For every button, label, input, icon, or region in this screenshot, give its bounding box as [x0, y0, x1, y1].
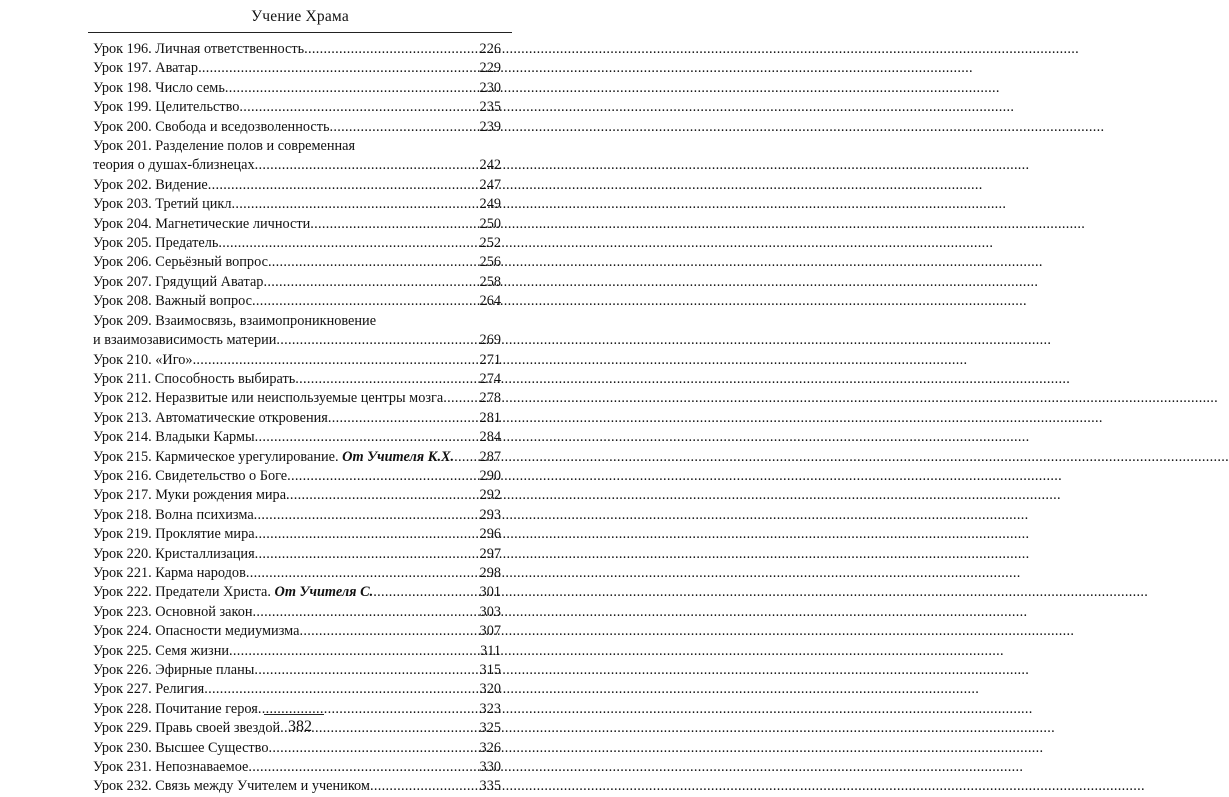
toc-entry	[93, 622, 501, 641]
dot-leader	[255, 525, 479, 544]
toc-entry-author: От Учителя К.Х.	[342, 448, 455, 465]
toc-entry-line	[93, 642, 501, 661]
toc-entry-title-text: Урок 210. «Иго»	[93, 351, 193, 368]
toc-entry-title	[93, 583, 373, 602]
toc-entry-title-text: Урок 227. Религия	[93, 681, 205, 698]
dot-leader	[304, 40, 478, 59]
toc-entry	[93, 195, 501, 214]
toc-entry-line	[93, 215, 501, 234]
toc-entry-title-text: Урок 230. Высшее Существо	[93, 739, 269, 756]
toc-entry-line	[93, 525, 501, 544]
toc-entry	[93, 525, 501, 544]
toc-entry-title	[93, 448, 454, 467]
toc-entry-line	[93, 292, 501, 311]
toc-entry-page-number: 269	[479, 332, 501, 349]
toc-entry-page-number: 298	[479, 564, 501, 581]
toc-entry-title-text: Урок 203. Третий цикл	[93, 196, 232, 213]
toc-entry	[93, 448, 501, 467]
dot-leader	[246, 564, 479, 583]
toc-entry-title-text: Урок 223. Основной закон	[93, 603, 253, 620]
toc-entry-title-text: Урок 225. Семя жизни	[93, 642, 230, 659]
toc-entry-title-text: Урок 215. Кармическое урегулирование.	[93, 448, 339, 465]
toc-entry-title	[93, 234, 218, 253]
dot-leader	[276, 331, 478, 350]
toc-entry-title	[93, 777, 370, 796]
dot-leader	[204, 680, 478, 699]
dot-leader	[252, 292, 479, 311]
toc-entry-page-number: 303	[479, 603, 501, 620]
toc-entry-line	[93, 195, 501, 214]
toc-entry-line	[93, 389, 501, 408]
toc-entry-line	[93, 680, 501, 699]
toc-entry-page-number: 247	[479, 176, 501, 193]
toc-entry-title	[93, 467, 287, 486]
toc-entry-line	[93, 59, 501, 78]
toc-entry	[93, 680, 501, 699]
toc-entry	[93, 564, 501, 583]
dot-leader	[198, 59, 478, 78]
dot-leader	[329, 118, 478, 137]
toc-entry-line	[93, 486, 501, 505]
dot-leader	[295, 370, 478, 389]
toc-entry	[93, 176, 501, 195]
toc-entry-title-text: Урок 196. Личная ответственность	[93, 41, 305, 57]
toc-entry	[93, 40, 501, 59]
toc-entry-line	[93, 331, 501, 350]
toc-entry	[93, 215, 501, 234]
toc-entry-page-number: 335	[479, 778, 501, 795]
toc-entry	[93, 292, 501, 311]
toc-entry-page-number: 230	[479, 79, 501, 96]
dot-leader	[253, 603, 479, 622]
toc-entry	[93, 137, 501, 176]
toc-entry-line	[93, 603, 501, 622]
dot-leader	[255, 156, 479, 175]
toc-entry	[93, 351, 501, 370]
toc-entry-title	[93, 40, 304, 59]
toc-entry-title-text: Урок 219. Проклятие мира	[93, 526, 255, 543]
toc-entry-page-number: 320	[479, 681, 501, 698]
dot-leader	[193, 351, 479, 370]
toc-entry-title-text: теория о душах-близнецах	[93, 157, 255, 174]
toc-entry-title-text: Урок 216. Свидетельство о Боге	[93, 467, 288, 484]
toc-entry-line	[93, 661, 501, 680]
dot-leader	[229, 642, 479, 661]
toc-entry-title	[93, 59, 198, 78]
toc-entry-title	[93, 409, 328, 428]
toc-entry-page-number: 278	[479, 390, 501, 407]
toc-entry-title-text: Урок 204. Магнетические личности	[93, 215, 311, 232]
toc-entry-title-text: Урок 207. Грядущий Аватар	[93, 273, 264, 290]
toc-entry-title	[93, 79, 225, 98]
toc-entry	[93, 642, 501, 661]
dot-leader	[225, 79, 479, 98]
toc-entry-title	[93, 428, 255, 447]
toc-entry-line	[93, 409, 501, 428]
dot-leader	[255, 428, 479, 447]
toc-entry-title-text: Урок 221. Карма народов	[93, 564, 246, 581]
toc-entry-page-number: 229	[479, 60, 501, 77]
toc-entry-title	[93, 700, 258, 719]
toc-entry-line	[93, 351, 501, 370]
toc-entry	[93, 389, 501, 408]
toc-entry-title	[93, 506, 254, 525]
toc-entry	[93, 428, 501, 447]
toc-entry-title	[93, 758, 248, 777]
toc-entry-title	[93, 253, 268, 272]
toc-entry-line	[93, 234, 501, 253]
toc-entry-title	[93, 642, 229, 661]
toc-entry-title	[93, 739, 268, 758]
toc-entry-page-number: 271	[479, 351, 501, 368]
toc-entry	[93, 59, 501, 78]
toc-entry-title-first-line: Урок 209. Взаимосвязь, взаимопроникновение	[93, 312, 377, 329]
toc-entry-title-text: Урок 200. Свобода и вседозволенность	[93, 118, 330, 135]
toc-entry-title	[93, 680, 204, 699]
toc-entry-line	[93, 583, 501, 602]
toc-entry-title	[93, 118, 329, 137]
toc-entry-page-number: 256	[479, 254, 501, 271]
toc-entry-line	[93, 448, 501, 467]
header-rule	[88, 32, 512, 33]
toc-entry-title-text: Урок 213. Автоматические откровения	[93, 409, 328, 426]
dot-leader	[268, 253, 479, 272]
toc-entry	[93, 98, 501, 117]
book-page	[0, 0, 600, 795]
running-head: Учение Храма	[251, 8, 349, 25]
toc-entry-line	[93, 273, 501, 292]
toc-entry-line	[93, 428, 501, 447]
toc-entry	[93, 583, 501, 602]
toc-entry-title-text: Урок 202. Видение	[93, 176, 208, 193]
toc-entry	[93, 234, 501, 253]
dot-leader	[370, 777, 479, 796]
toc-entry	[93, 273, 501, 292]
toc-entry-page-number: 252	[479, 235, 501, 252]
toc-entry	[93, 118, 501, 137]
toc-entry-page-number: 226	[479, 41, 501, 57]
toc-entry-line	[93, 777, 501, 796]
toc-entry-title-text: Урок 217. Муки рождения мира	[93, 487, 287, 504]
toc-entry-page-number: 274	[479, 370, 501, 387]
toc-entry-page-number: 287	[479, 448, 501, 465]
dot-leader	[328, 409, 479, 428]
toc-entry-line	[93, 700, 501, 719]
dot-leader	[454, 448, 478, 467]
toc-entry-title-text: Урок 222. Предатели Христа.	[93, 584, 271, 601]
toc-entry-page-number: 249	[479, 196, 501, 213]
toc-entry-page-number: 264	[479, 293, 501, 310]
toc-entry-line	[93, 545, 501, 564]
toc-entry-title	[93, 292, 252, 311]
toc-entry	[93, 370, 501, 389]
toc-entry-page-number: 239	[479, 118, 501, 135]
toc-entry	[93, 312, 501, 351]
footer-rule	[264, 714, 324, 715]
toc-entry-title-text: Урок 199. Целительство	[93, 99, 240, 116]
dot-leader	[268, 739, 478, 758]
dot-leader	[255, 545, 479, 564]
toc-entry-line	[93, 758, 501, 777]
toc-entry-line	[93, 370, 501, 389]
toc-entry-line	[93, 467, 501, 486]
toc-entry-title-text: Урок 229. Правь своей звездой	[93, 720, 281, 737]
toc-entry-page-number: 242	[479, 157, 501, 174]
toc-entry	[93, 777, 501, 796]
toc-entry-title	[93, 98, 239, 117]
toc-entry-title-text: Урок 218. Волна психизма	[93, 506, 254, 523]
toc-entry-page-number: 311	[480, 642, 501, 659]
toc-entry-title	[93, 156, 255, 175]
toc-entry-title-text: Урок 220. Кристаллизация	[93, 545, 255, 562]
table-of-contents	[93, 40, 501, 797]
toc-entry-title-text: Урок 208. Важный вопрос	[93, 293, 252, 310]
dot-leader	[239, 98, 478, 117]
dot-leader	[287, 467, 478, 486]
dot-leader	[286, 486, 479, 505]
dot-leader	[218, 234, 478, 253]
toc-entry	[93, 603, 501, 622]
toc-entry	[93, 739, 501, 758]
dot-leader	[254, 506, 479, 525]
toc-entry-title	[93, 215, 310, 234]
toc-entry-title	[93, 195, 231, 214]
toc-entry-line	[93, 118, 501, 137]
toc-entry-title-text: Урок 214. Владыки Кармы	[93, 429, 255, 446]
toc-entry-title	[93, 564, 246, 583]
page-number: 382	[288, 718, 312, 735]
toc-entry-page-number: 250	[479, 215, 501, 232]
toc-entry-title	[93, 351, 193, 370]
toc-entry	[93, 467, 501, 486]
toc-entry	[93, 506, 501, 525]
toc-entry-title	[93, 331, 276, 350]
toc-entry-title-text: Урок 197. Аватар	[93, 60, 199, 77]
toc-entry	[93, 486, 501, 505]
toc-entry-page-number: 235	[479, 99, 501, 116]
toc-entry-title-text: Урок 232. Связь между Учителем и учеником	[93, 778, 370, 795]
toc-entry-page-number: 290	[479, 467, 501, 484]
toc-entry-page-number: 325	[479, 720, 501, 737]
toc-entry-page-number: 315	[479, 662, 501, 678]
toc-entry-title-text: Урок 231. Непознаваемое	[93, 759, 249, 776]
toc-entry-line	[93, 564, 501, 583]
toc-entry-line	[93, 622, 501, 641]
toc-entry	[93, 409, 501, 428]
toc-entry-title	[93, 622, 299, 641]
dot-leader	[231, 195, 478, 214]
dot-leader	[299, 622, 478, 641]
toc-entry-title	[93, 176, 208, 195]
toc-entry-line	[93, 79, 501, 98]
dot-leader	[263, 273, 478, 292]
toc-entry-page-number: 326	[479, 739, 501, 756]
dot-leader	[208, 176, 479, 195]
toc-entry-title	[93, 370, 295, 389]
toc-entry-title-text: Урок 224. Опасности медиумизма	[93, 623, 300, 640]
toc-entry-line	[93, 156, 501, 175]
toc-entry-title-text: Урок 212. Неразвитые или неиспользуемые центры мозга	[93, 390, 444, 407]
toc-entry-title-text: Урок 226. Эфирные планы	[93, 662, 255, 678]
toc-entry-title-text: и взаимозависимость материи	[93, 332, 277, 349]
toc-entry-line	[93, 739, 501, 758]
toc-entry-page-number: 330	[479, 759, 501, 776]
toc-entry-title	[93, 603, 253, 622]
dot-leader	[310, 215, 478, 234]
toc-entry-line	[93, 506, 501, 525]
toc-entry-page-number: 323	[479, 700, 501, 717]
toc-entry-line	[93, 176, 501, 195]
toc-entry-page-number: 258	[479, 273, 501, 290]
toc-entry	[93, 545, 501, 564]
dot-leader	[258, 700, 479, 719]
toc-entry-title-text: Урок 211. Способность выбирать	[93, 370, 296, 387]
toc-entry-title	[93, 545, 255, 564]
toc-entry-title-first-line: Урок 201. Разделение полов и современная	[93, 138, 356, 155]
toc-entry-author: От Учителя С.	[274, 584, 374, 601]
toc-entry-title-text: Урок 198. Число семь	[93, 79, 225, 96]
toc-entry-page-number: 296	[479, 526, 501, 543]
dot-leader	[254, 661, 478, 680]
toc-entry-title	[93, 661, 254, 680]
toc-entry-title	[93, 525, 255, 544]
toc-entry-page-number: 301	[479, 584, 501, 601]
toc-entry-title-text: Урок 228. Почитание героя	[93, 700, 258, 717]
toc-entry	[93, 253, 501, 272]
toc-entry-page-number: 284	[479, 429, 501, 446]
toc-entry-line	[93, 253, 501, 272]
toc-entry	[93, 79, 501, 98]
toc-entry-title	[93, 273, 263, 292]
dot-leader	[443, 389, 478, 408]
toc-entry	[93, 758, 501, 777]
toc-entry-title-text: Урок 205. Предатель	[93, 235, 219, 252]
toc-entry-page-number: 297	[479, 545, 501, 562]
toc-entry-line	[93, 98, 501, 117]
toc-entry-line	[93, 40, 501, 59]
toc-entry-page-number: 307	[479, 623, 501, 640]
toc-entry-title	[93, 486, 286, 505]
toc-entry	[93, 700, 501, 719]
toc-entry	[93, 661, 501, 680]
toc-entry-title	[93, 389, 443, 408]
toc-entry-title-text: Урок 206. Серьёзный вопрос	[93, 254, 268, 271]
toc-entry-page-number: 293	[479, 506, 501, 523]
toc-entry-page-number: 281	[479, 409, 501, 426]
toc-entry-page-number: 292	[479, 487, 501, 504]
dot-leader	[373, 583, 478, 602]
dot-leader	[248, 758, 478, 777]
